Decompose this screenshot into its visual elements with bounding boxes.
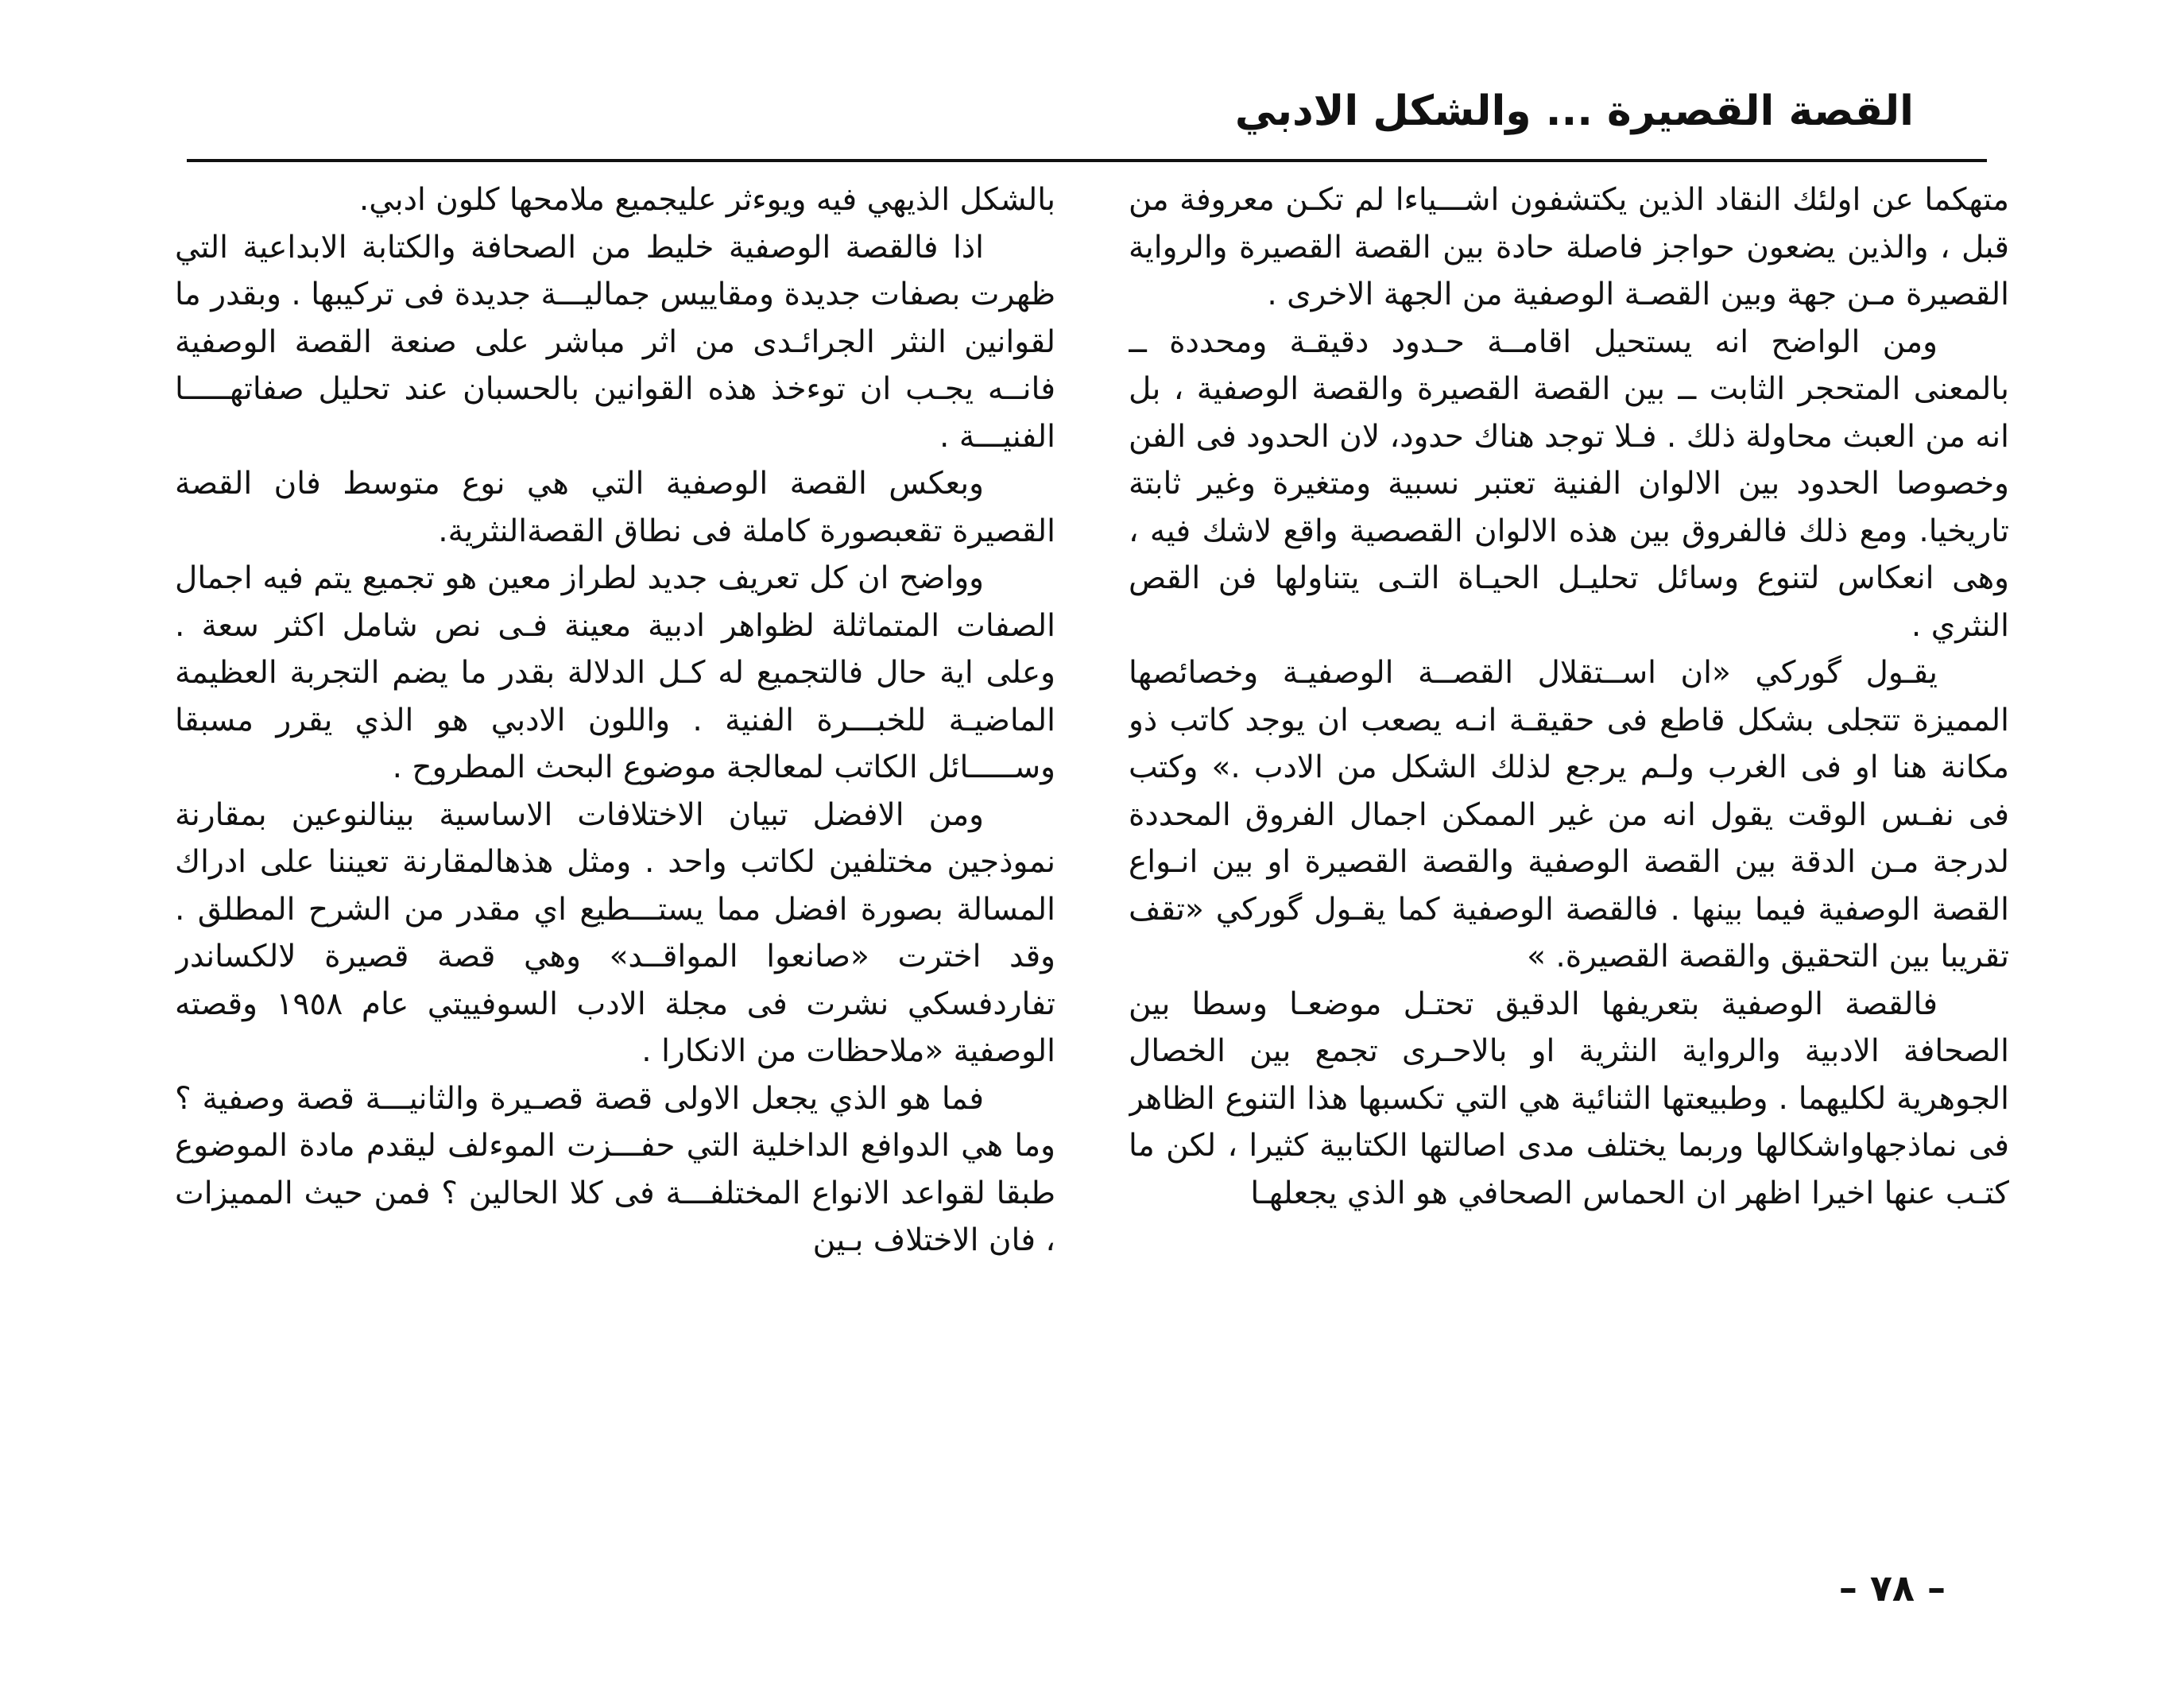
paragraph: اذا فالقصة الوصفية خليط من الصحافة والكتابة الابداعية التي ظهرت بصفات جديدة ومقاييس جماليـــة جديدة فى تركيبها . وبقدر ما لقوانين النثر الجرائـدى من اثر مباشر على صنعة القصة الوصفية فانــه يجـب ان توءخذ هذه القوانين بالحسبان عند تحليل صفاتهـــــا الفنيـــة . bbox=[175, 229, 1055, 455]
paragraph: ومن الواضح انه يستحيل اقامــة حـدود دقيقـة ومحددة ــ بالمعنى المتحجر الثابت ــ بين القصة القصيرة والقصة الوصفية ، بل انه من العبث محاولة ذلك . فـلا توجد هناك حدود، لان الحدود فى الفن وخصوصا الحدود بين الالوان الفنية تعتبر نسبية ومتغيرة وغير ثابتة تاريخيا. ومع ذلك فالفروق بين هذه الالوان القصصية واقع لاشك فيه ، وهى انعكاس لتنوع وسائل تحليـل الحيـاة التـى يتناولها فن القص النثري . bbox=[1129, 323, 2009, 644]
running-header-title: القصة القصيرة ... والشكل الادبي bbox=[1234, 87, 1914, 135]
paragraph: فالقصة الوصفية بتعريفها الدقيق تحتـل موضعـا وسطا بين الصحافة الادبية والرواية النثرية او بالاحـرى تجمع بين الخصال الجوهرية لكليهما . وطبيعتها الثنائية هي التي تكسبها هذا التنوع الظاهر فى نماذجهاواشكالها وربما يختلف مدى اصالتها الكتابية كثيرا ، لكن ما كتـب عنها اخيرا اظهر ان الحماس الصحافي هو الذي يجعلهـا bbox=[1129, 986, 2009, 1211]
paragraph: يقـول گوركي «ان اســتقلال القصــة الوصفيـة وخصائصها المميزة تتجلى بشكل قاطع فى حقيقـة انـه يصعب ان يوجد كاتب ذو مكانة هنا او فى الغرب ولـم يرجع لذلك الشكل من الادب .» وكتب فى نفـس الوقت يقول انه من غير الممكن اجمال الفروق المحددة لدرجة مـن الدقة بين القصة الوصفية والقصة القصيرة او بين انـواع القصة الوصفية فيما بينها . فالقصة الوصفية كما يقـول گوركي «تقف تقريبا بين التحقيق والقصة القصيرة. » bbox=[1129, 655, 2009, 974]
paragraph: وواضح ان كل تعريف جديد لطراز معين هو تجميع يتم فيه اجمال الصفات المتماثلة لظواهر ادبية معينة فـى نص شامل اكثر سعة . وعلى اية حال فالتجميع له كـل الدلالة بقدر ما يضم التجربة العظيمة الماضيـة للخبـــرة الفنية . واللون الادبي هو الذي يقرر مسبقا وســـــائل الكاتب لمعالجة موضوع البحث المطروح . bbox=[175, 560, 1055, 785]
paragraph: ومن الافضل تبيان الاختلافات الاساسية بينالنوعين بمقارنة نموذجين مختلفين لكاتب واحد . ومثل هذهالمقارنة تعيننا على ادراك المسالة بصورة افضل مما يستـــطيع اي مقدر من الشرح المطلق . وقد اخترت «صانعوا المواقــد» وهي قصة قصيرة لالكساندر تفاردفسكي نشرت فى مجلة الادب السوفييتي عام ١٩٥٨ وقصته الوصفية «ملاحظات من الانكارا . bbox=[175, 796, 1055, 1069]
text-column-left bbox=[175, 176, 1055, 1520]
paragraph: بالشكل الذيهي فيه ويوءثر عليجميع ملامحها كلون ادبي. bbox=[358, 182, 1055, 218]
text-column-right bbox=[1129, 176, 2009, 1520]
paragraph: فما هو الذي يجعل الاولى قصة قصـيرة والثانيـــة قصة وصفية ؟ وما هي الدوافع الداخلية التي حفـــزت الموءلف ليقدم مادة الموضوع طبقا لقواعد الانواع المختلفـــة فى كلا الحالين ؟ فمن حيث المميزات ، فان الاختلاف بـين bbox=[175, 1080, 1055, 1258]
header-divider bbox=[187, 159, 1987, 162]
paragraph: وبعكس القصة الوصفية التي هي نوع متوسط فان القصة القصيرة تقعبصورة كاملة فى نطاق القصةالنثرية. bbox=[175, 466, 1055, 549]
page-number: – ٧٨ – bbox=[1838, 1567, 1946, 1609]
paragraph: متهكما عن اولئك النقاد الذين يكتشفون اشـــياءا لم تكـن معروفة من قبل ، والذين يضعون حواجز فاصلة حادة بين القصة القصيرة والرواية القصيرة مـن جهة وبين القصـة الوصفية من الجهة الاخرى . bbox=[1129, 182, 2009, 312]
